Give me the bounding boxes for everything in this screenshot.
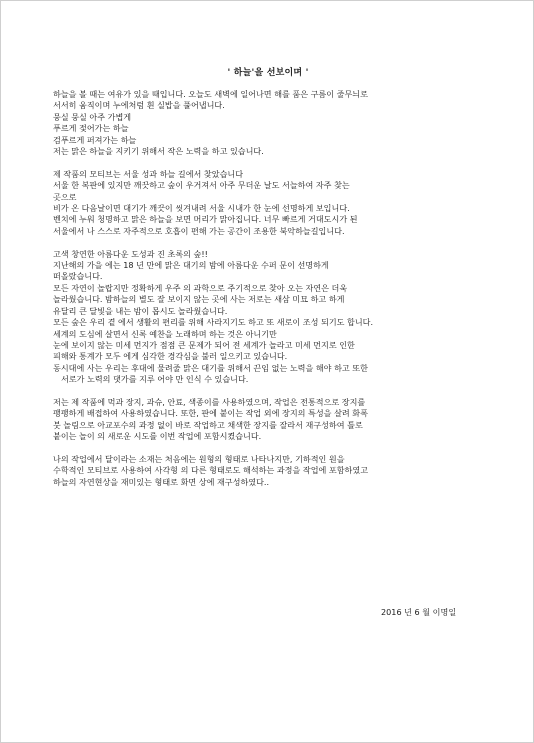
document-body bbox=[53, 89, 491, 500]
text-line: 제 작품의 모티브는 서울 성과 하늘 길에서 찾았습니다 bbox=[53, 168, 244, 179]
text-line: 붓 놀림으로 아교포수의 과정 없이 바로 작업하고 채색한 장지를 잘라서 재구성하여 틀로 bbox=[53, 419, 363, 430]
text-line: 곳으로 bbox=[53, 191, 77, 202]
text-line: 수학적인 모티브로 사용하여 사각형 의 다른 형태로도 해석하는 과정을 작업에 포함하였고 bbox=[53, 465, 369, 476]
text-line: 모든 자연이 놀랍지만 정확하게 우주 의 과학으로 주기적으로 찾아 오는 자연은 더욱 bbox=[53, 282, 348, 293]
text-line: 저는 맑은 하늘을 지키기 위해서 작은 노력을 하고 있습니다. bbox=[53, 146, 264, 157]
document-title: ' 하늘'을 선보이며 ' bbox=[227, 68, 309, 78]
text-line: 비가 온 다음날이면 대기가 깨끗이 씻겨내려 서울 시내가 한 눈에 선명하게 보입니다. bbox=[53, 203, 350, 214]
text-line: 푸르게 젖어가는 하늘 bbox=[53, 123, 129, 134]
text-line: 고색 창연한 아름다운 도성과 진 초록의 숲!! bbox=[53, 248, 208, 259]
text-line: 하늘의 자연현상을 재미있는 형태로 화면 상에 재구성하였다.. bbox=[53, 476, 270, 487]
paragraph-intro bbox=[53, 89, 491, 157]
text-line: 세계의 도심에 살면서 신록 예찬을 노래하며 하는 것은 아니기만 bbox=[53, 328, 277, 339]
text-line: 하늘을 볼 때는 여유가 있을 때입니다. 오늘도 새벽에 일어나면 해를 품은 구름이 줄무늬로 bbox=[53, 89, 368, 99]
text-line: 놀라웠습니다. 밤하늘의 별도 잘 보이지 않는 곳에 사는 저로는 새삼 미묘 하고 하게 bbox=[53, 294, 345, 305]
text-line: 유달리 큰 달빛을 내는 밤이 몹시도 놀라웠습니다. bbox=[53, 305, 228, 316]
text-line: 모든 숲은 우리 곁 에서 생활의 편리를 위해 사라지기도 하고 또 새로이 조성 되기도 합니다. bbox=[53, 317, 374, 328]
paragraph-motif bbox=[53, 169, 491, 237]
text-line: 팽팽하게 배접하여 사용하였습니다. 또한, 판에 붙이는 작업 외에 장지의 특성을 살려 화폭 bbox=[53, 408, 368, 419]
paragraph-moon bbox=[53, 249, 491, 386]
text-line: 지난해의 가을 에는 18 년 만에 맑은 대기의 밤에 아름다운 수퍼 문이 선명하게 bbox=[53, 260, 329, 271]
text-line: 붙이는 놀이 의 새로운 시도를 이번 작업에 포함시켰습니다. bbox=[53, 431, 262, 442]
signature-date-author: 2016 년 6 월 이명일 bbox=[381, 607, 457, 617]
paragraph-moon-motif bbox=[53, 454, 491, 488]
text-line: 벤치에 누워 청명하고 맑은 하늘을 보면 머리가 맑아집니다. 너무 빠르게 거대도시가 된 bbox=[53, 214, 358, 225]
text-line: 동시대에 사는 우리는 후대에 물려줄 맑은 대기를 위해서 끈임 없는 노력을 해야 하고 또한 bbox=[53, 362, 368, 373]
text-line: 저는 제 작품에 먹과 장지, 과슈, 안료, 색종이를 사용하였으며, 작업은 전통적으로 장지를 bbox=[53, 396, 366, 407]
text-line: 떠올랐습니다. bbox=[53, 271, 103, 282]
text-line: 서서히 움직이며 누에처럼 흰 실밥을 풀어냅니다. bbox=[53, 100, 225, 111]
text-line: 서울 한 복판에 있지만 깨끗하고 숲이 우거져서 아주 무더운 날도 서늘하여 자주 찾는 bbox=[53, 180, 350, 191]
text-line: 나의 작업에서 달이라는 소재는 처음에는 원형의 형태로 나타나지만, 기하적인 원을 bbox=[53, 453, 345, 464]
text-line: 서울에서 나 스스로 자주적으로 호흡이 편해 가는 공간이 조용한 북악하늘길입니다. bbox=[53, 225, 345, 236]
paragraph-materials bbox=[53, 397, 491, 443]
text-line: 검푸르게 퍼져가는 하늘 bbox=[53, 134, 137, 145]
text-line: 뭉실 뭉실 아주 가볍게 bbox=[53, 111, 132, 122]
text-line: 피해와 통계가 모두 에게 심각한 경각심을 불러 일으키고 있습니다. bbox=[53, 351, 288, 362]
text-line: 서로가 노력의 댓가를 지루 어야 만 인식 수 있습니다. bbox=[61, 374, 249, 385]
text-line: 눈에 보이지 않는 미세 먼지가 점점 큰 문제가 되어 전 세계가 놀라고 미세 먼지로 인한 bbox=[53, 339, 355, 350]
